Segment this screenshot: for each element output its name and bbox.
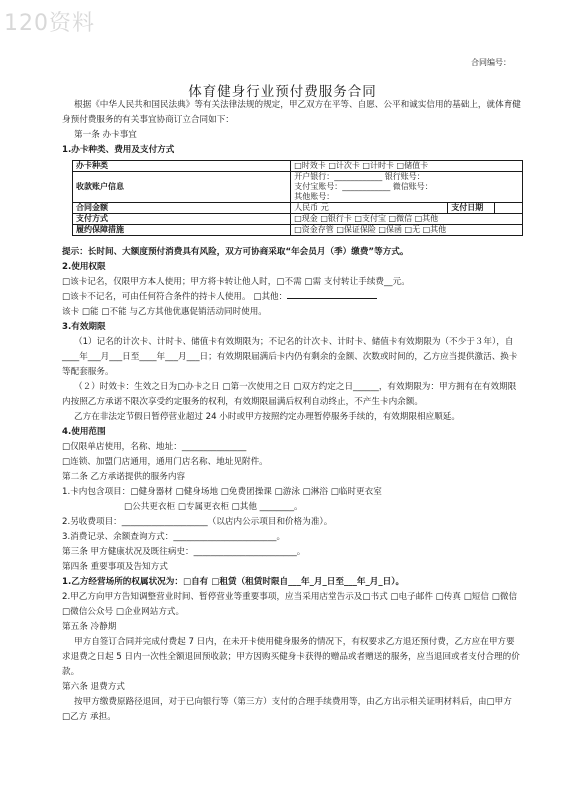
chain-store-line[interactable]: □连锁、加盟门店通用，通用门店名称、地址见附件。 [62, 457, 268, 467]
unnamed-card-line[interactable] [62, 290, 522, 305]
body-section-1 [62, 245, 522, 725]
cooling-off-paragraph: 甲方自签订合同并完成付费起 7 日内，在未开卡使用健身服务的情况下，有权要求乙方退还预付费，乙方应在甲方要求退费之日起 5 日内一次性全额退回预收款；甲方因购买健身卡获得的赠品或者赠送的服务，应当退回或者支付合理的价款。 [62, 637, 520, 677]
contract-amount-header: 合同金额 [73, 203, 291, 214]
guarantee-header: 履约保障措施 [73, 225, 291, 236]
section-3-heading: 3.有效期限 [62, 322, 106, 332]
card-info-table [72, 160, 523, 236]
payment-date-header: 支付日期 [448, 203, 495, 214]
validity-paragraph-2: （２）时效卡：生效之日为□办卡之日 □第一次使用之日 □双方约定之日______，有效期限为：甲方拥有在有效期限内按照乙方承诺不限次享受约定服务的权利，有效期限届满后权利自动终止，不产生卡内余额。 [62, 382, 517, 407]
article-2-heading: 第二条 乙方承诺提供的服务内容 [62, 472, 186, 482]
contract-amount-value[interactable]: 人民币 元 [291, 203, 448, 214]
document-title: 体育健身行业预付费服务合同 [188, 84, 377, 100]
intro-paragraph: 根据《中华人民共和国民法典》等有关法律法规的规定，甲乙双方在平等、自愿、公平和诚实信用的基础上，就体育健身预付费服务的有关事宜协商订立合同如下： [62, 100, 521, 125]
payment-method-header: 支付方式 [73, 214, 291, 225]
intro-section [62, 98, 522, 158]
risk-tip: 提示：长时间、大额度预付消费具有风险，双方可协商采取“年会员月（季）缴费”等方式。 [62, 247, 409, 257]
table-row [73, 161, 523, 172]
card-type-options[interactable]: □时效卡 □计次卡 □计时卡 □储值卡 [291, 161, 523, 172]
watermark: 120资料 [4, 11, 95, 36]
card-type-header: 办卡种类 [73, 161, 291, 172]
table-row [73, 172, 523, 203]
refund-paragraph: 按甲方缴费原路径退回，对于已向银行等（第三方）支付的合理手续费用等，由乙方出示相关证明材料后，由□甲方 □乙方 承担。 [62, 697, 512, 722]
included-items-line[interactable]: 1.卡内包含项目：□健身器材 □健身场地 □免费团操课 □游泳 □淋浴 □临时更衣室 [62, 487, 382, 497]
account-info-header: 收款账户信息 [73, 172, 291, 203]
article-3-heading: 第三条 甲方健康状况及既往病史：________________________。 [62, 547, 306, 557]
article-1-heading: 第一条 办卡事宜 [74, 130, 137, 140]
article-6-heading: 第六条 退费方式 [62, 682, 125, 692]
notice-method-line[interactable]: 2.甲乙方向甲方告知调整营业时间、暂停营业等重要事项，应当采用店堂告示及□书式 □电子邮件 □传真 □短信 □微信 □微信公众号 □企业网站方式。 [62, 592, 518, 617]
validity-paragraph-3: 乙方在非法定节假日暂停营业超过 24 小时或甲方按照约定办理暂停服务手续的，有效期限相应顺延。 [74, 412, 460, 422]
table-row [73, 214, 523, 225]
account-info-fields[interactable] [291, 172, 523, 203]
named-card-line[interactable]: □该卡记名，仅限甲方本人使用；甲方将卡转让他人时，□不需 □需 支付转让手续费__元。 [62, 277, 410, 287]
contract-number-label: 合同编号： [471, 58, 511, 67]
payment-method-options[interactable]: □现金 □银行卡 □支付宝 □微信 □其他 [291, 214, 523, 225]
section-1-heading: 1.办卡种类、费用及支付方式 [62, 145, 175, 155]
bank-account-line: 开户银行：____________ 银行账号： [294, 172, 425, 181]
other-account-line: 其他账号： [294, 192, 335, 201]
guarantee-options[interactable]: □资金存管 □保证保险 □保函 □无 □其他 [291, 225, 523, 236]
section-4-heading: 4.使用范围 [62, 427, 106, 437]
table-row [73, 225, 523, 236]
article-4-heading: 第四条 重要事项及告知方式 [62, 562, 168, 572]
article-5-heading: 第五条 冷静期 [62, 622, 117, 632]
payment-date-value[interactable] [495, 203, 523, 214]
table-row [73, 203, 523, 214]
balance-query-line[interactable]: 3.消费记录、余额查询方式：________________________。 [62, 532, 286, 542]
single-store-line[interactable]: □仅限单店使用，名称、地址：_______________ [62, 442, 247, 452]
included-items-line-2[interactable]: □公共更衣柜 □专属更衣柜 □其他 ________。 [124, 502, 303, 512]
premises-ownership-line[interactable]: 1.乙方经营场所的权属状况为：□自有 □租赁（租赁时限自___年_月_日至___年_月_日）。 [62, 577, 405, 587]
section-2-heading: 2.使用权限 [62, 262, 106, 272]
alipay-wechat-line: 支付宝账号：____________ 微信账号： [294, 182, 433, 191]
unnamed-card-text: □该卡不记名，可由任何符合条件的持卡人使用。 □其他： [62, 292, 288, 302]
other-blank[interactable] [287, 298, 377, 299]
extra-fee-line[interactable]: 2.另收费项目：____________________（以店内公示项目和价格为准）。 [62, 517, 333, 527]
promo-combine-line[interactable]: 该卡 □能 □不能 与乙方其他优惠促销活动同时使用。 [62, 307, 267, 317]
validity-paragraph-1: （1）记名的计次卡、计时卡、储值卡有效期限为；不记名的计次卡、计时卡、储值卡有效期限为（不少于３年），自____年___月___日至____年___月___日；有效期限届满后卡内仍有剩余的金额、次数或时间的，乙方应当提供激活、换卡等配套服务。 [62, 337, 518, 377]
